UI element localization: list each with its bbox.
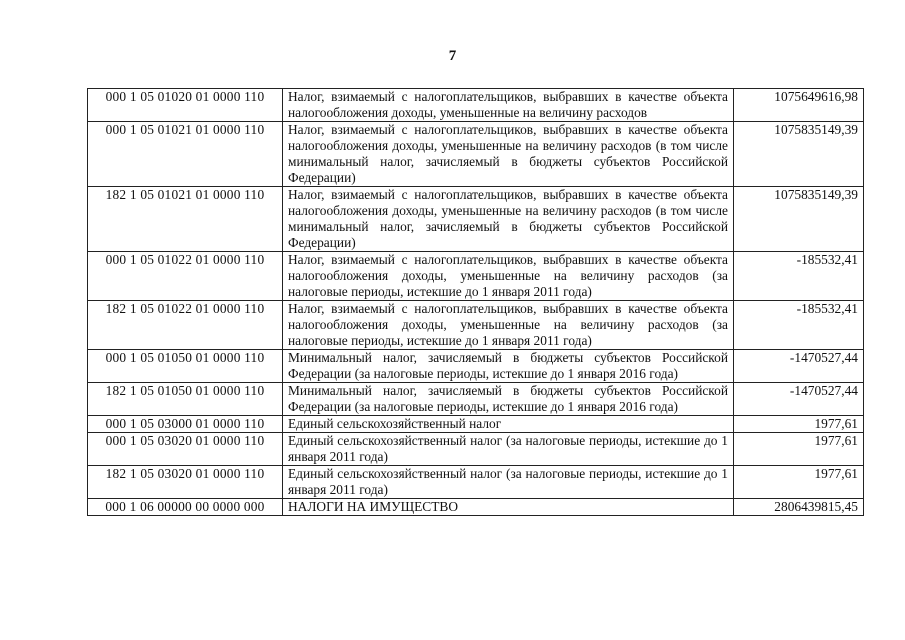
table-row [88,350,864,383]
budget-code-cell: 000 1 05 01050 01 0000 110 [88,350,283,383]
amount-cell: 1075835149,39 [734,187,864,252]
table-row [88,122,864,187]
budget-code-cell: 182 1 05 01050 01 0000 110 [88,383,283,416]
table-row [88,499,864,516]
amount-cell: -185532,41 [734,301,864,350]
table-row [88,383,864,416]
amount-cell: -1470527,44 [734,350,864,383]
amount-cell: -185532,41 [734,252,864,301]
amount-cell: -1470527,44 [734,383,864,416]
revenue-table [87,88,864,516]
budget-code-cell: 000 1 05 01021 01 0000 110 [88,122,283,187]
description-cell: Налог, взимаемый с налогоплательщиков, выбравших в качестве объекта налогообложения доходы, уменьшенные на величину расходов [283,89,734,122]
budget-code-cell: 000 1 06 00000 00 0000 000 [88,499,283,516]
table-row [88,433,864,466]
table-row [88,252,864,301]
table-row [88,89,864,122]
amount-cell: 1977,61 [734,433,864,466]
table-row [88,187,864,252]
amount-cell: 1075649616,98 [734,89,864,122]
budget-code-cell: 182 1 05 01022 01 0000 110 [88,301,283,350]
description-cell: Минимальный налог, зачисляемый в бюджеты субъектов Российской Федерации (за налоговые периоды, истекшие до 1 января 2016 года) [283,383,734,416]
table-row [88,301,864,350]
table-row [88,466,864,499]
budget-code-cell: 182 1 05 01021 01 0000 110 [88,187,283,252]
description-cell: НАЛОГИ НА ИМУЩЕСТВО [283,499,734,516]
budget-code-cell: 000 1 05 01020 01 0000 110 [88,89,283,122]
amount-cell: 1977,61 [734,416,864,433]
budget-code-cell: 000 1 05 03020 01 0000 110 [88,433,283,466]
description-cell: Единый сельскохозяйственный налог (за налоговые периоды, истекшие до 1 января 2011 года) [283,466,734,499]
description-cell: Минимальный налог, зачисляемый в бюджеты субъектов Российской Федерации (за налоговые периоды, истекшие до 1 января 2016 года) [283,350,734,383]
description-cell: Налог, взимаемый с налогоплательщиков, выбравших в качестве объекта налогообложения доходы, уменьшенные на величину расходов (в том числе минимальный налог, зачисляемый в бюджеты субъектов Российской Федерации) [283,187,734,252]
description-cell: Налог, взимаемый с налогоплательщиков, выбравших в качестве объекта налогообложения доходы, уменьшенные на величину расходов (за налоговые периоды, истекшие до 1 января 2011 года) [283,252,734,301]
description-cell: Единый сельскохозяйственный налог [283,416,734,433]
budget-code-cell: 000 1 05 03000 01 0000 110 [88,416,283,433]
amount-cell: 1977,61 [734,466,864,499]
budget-code-cell: 182 1 05 03020 01 0000 110 [88,466,283,499]
table-row [88,416,864,433]
budget-code-cell: 000 1 05 01022 01 0000 110 [88,252,283,301]
page-number: 7 [448,48,457,64]
amount-cell: 2806439815,45 [734,499,864,516]
description-cell: Налог, взимаемый с налогоплательщиков, выбравших в качестве объекта налогообложения доходы, уменьшенные на величину расходов (в том числе минимальный налог, зачисляемый в бюджеты субъектов Российской Федерации) [283,122,734,187]
amount-cell: 1075835149,39 [734,122,864,187]
description-cell: Налог, взимаемый с налогоплательщиков, выбравших в качестве объекта налогообложения доходы, уменьшенные на величину расходов (за налоговые периоды, истекшие до 1 января 2011 года) [283,301,734,350]
description-cell: Единый сельскохозяйственный налог (за налоговые периоды, истекшие до 1 января 2011 года) [283,433,734,466]
